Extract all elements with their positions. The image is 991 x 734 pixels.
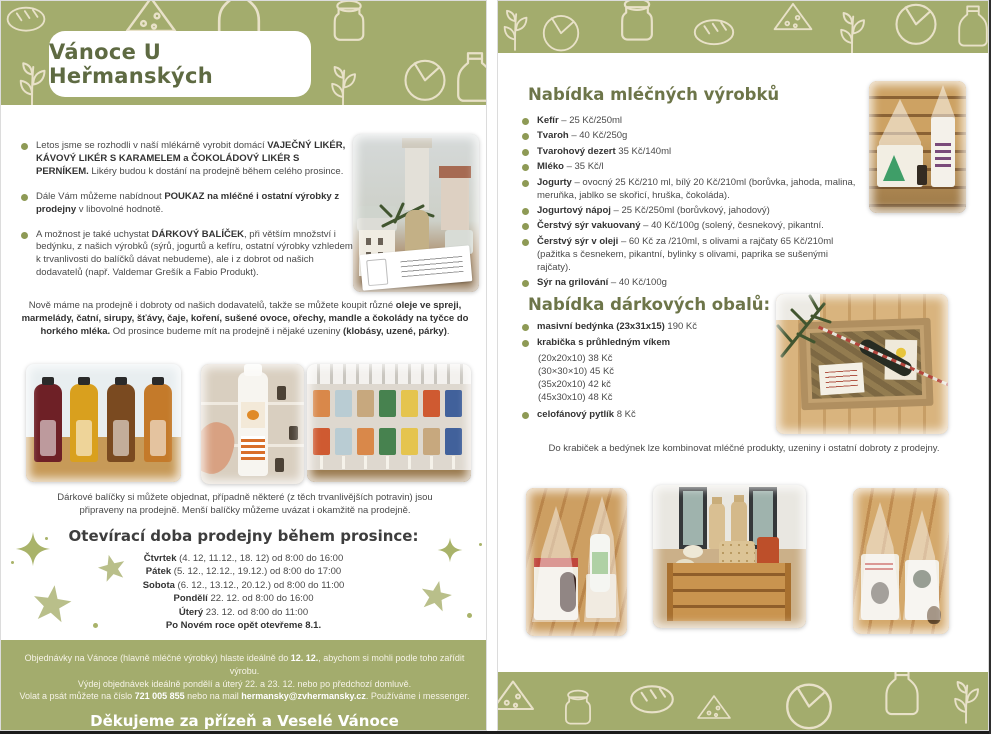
list-item: A možnost je také uchystat DÁRKOVÝ BALÍČEK, při větším množství i bedýnku, z našich výrobků (sýrů, jogurtů a kefíru, ostatní výrobky vzhledem k trvanlivosti do balíčků dávat nebudeme), ale i z dobrot od našich dodavatelů (např. Valdemar Grešík a Fabio Produkt). [21, 229, 353, 281]
shelf-product [275, 458, 284, 472]
spray-label [241, 402, 265, 428]
wooden-crate [667, 563, 791, 621]
chocolate-row [313, 390, 462, 417]
spray-label-band [241, 436, 265, 460]
box-size-option: (45x30x10) 48 Kč [538, 391, 613, 403]
box-size-option: (35x20x10) 42 kč [538, 378, 611, 390]
combine-paragraph: Do krabiček a bedýnek lze kombinovat mléčné produkty, uzeniny i ostatní dobroty z prodejny. [548, 443, 940, 454]
list-item: Čerstvý sýr v oleji – 60 Kč za /210ml, s olivami a rajčaty 65 Kč/210ml (pažitka s česnekem, pikantní, bylinky s olivami, paprika se sušenými rajčaty). [522, 236, 864, 275]
list-item: celofánový pytlík 8 Kč [522, 409, 772, 422]
box-size-options [538, 352, 670, 404]
box-size-option: (30×30×10) 45 Kč [538, 365, 615, 377]
bullet-dot-icon [522, 340, 529, 347]
dot-icon [479, 543, 482, 546]
star-icon [31, 583, 73, 625]
list-item: Mléko – 35 Kč/l [522, 161, 864, 174]
bullet-dot-icon [522, 223, 529, 230]
bullet-dot-icon [21, 143, 28, 150]
list-item: Tvarohový dezert 35 Kč/140ml [522, 146, 864, 159]
bullet-dot-icon [522, 239, 529, 246]
bullet-dot-icon [522, 133, 529, 140]
page-title: Vánoce U Heřmanských [49, 40, 214, 88]
food-illustrations [498, 1, 988, 53]
dot-icon [467, 613, 472, 618]
star-icon [419, 579, 453, 613]
bottom-band [498, 672, 988, 730]
bullet-dot-icon [522, 208, 529, 215]
list-item: Čerstvý sýr vakuovaný – 40 Kč/100g (solený, česnekový, pikantní. [522, 220, 864, 233]
list-item: Tvaroh – 40 Kč/250g [522, 130, 864, 143]
bullet-dot-icon [21, 232, 28, 239]
hours-heading: Otevírací doba prodejny během prosince: [68, 527, 419, 545]
hanging-packets [307, 364, 471, 384]
photo-gift-box [776, 294, 948, 434]
header-band [1, 1, 486, 105]
list-item: Kefír – 25 Kč/250ml [522, 115, 864, 128]
shelf-product [289, 426, 298, 440]
baskets-paragraph: Dárkové balíčky si můžete objednat, případně některé (z těch trvanlivějších potravin) jsou připraveny na prodejně. Menší balíčky můžeme uvázat i okamžitě na prodejně. [57, 492, 433, 516]
bullet-dot-icon [21, 194, 28, 201]
hours-line: Sobota (6. 12., 13.12., 20.12.) od 8:00 do 11:00 [142, 579, 345, 591]
footer-line-orders: Objednávky na Vánoce (hlavně mléčné výrobky) hlaste ideálně do 12. 12., abychom si mohli podle toho zařídit výrobu. [24, 653, 465, 676]
jar-lid [683, 545, 703, 558]
juice-bottle [70, 384, 98, 462]
gift-packaging-list [522, 321, 772, 425]
footer-band [1, 640, 486, 730]
gift-packaging-heading: Nabídka dárkových obalů: [528, 295, 771, 314]
intro-bullet-list [21, 140, 353, 292]
bullet-dot-icon [522, 412, 529, 419]
top-band [498, 1, 988, 53]
christmas-tree-decoration [883, 155, 905, 181]
food-illustrations [498, 672, 988, 730]
bullet-dot-icon [522, 164, 529, 171]
small-product [917, 165, 927, 185]
list-item: Jogurty – ovocný 25 Kč/210 ml, bílý 20 Kč/210ml (borůvka, jahoda, malina, meruňka, jablko se skořicí, hruška, čokoláda). [522, 177, 864, 203]
spray-cap [244, 364, 262, 376]
bullet-dot-icon [522, 280, 529, 287]
star-icon [97, 553, 127, 583]
cellophane-wrap [903, 510, 941, 620]
footer-line-contact: Volat a psát můžete na číslo 721 005 855 nebo na mail hermansky@zvhermansky.cz. Používáme i messenger. [19, 691, 470, 702]
list-item: masivní bedýnka (23x31x15) 190 Kč [522, 321, 772, 334]
flyer-page-left [0, 0, 487, 731]
sparkle-icon [437, 537, 463, 563]
list-item: Sýr na grilování – 40 Kč/100g [522, 277, 864, 290]
bullet-dot-icon [522, 180, 529, 187]
product-label [819, 362, 865, 395]
photo-voucher-gift [353, 134, 479, 292]
dot-icon [93, 623, 98, 628]
juice-bottle [144, 384, 172, 462]
juice-bottle [107, 384, 135, 462]
photo-gift-bags-2 [853, 488, 949, 634]
hours-line: Po Novém roce opět otevřeme 8.1. [165, 620, 322, 632]
chocolate-row [313, 428, 462, 455]
box-size-option: (20x20x10) 38 Kč [538, 352, 613, 364]
photo-gift-bags-1 [526, 488, 627, 636]
photo-spray-oil [201, 364, 304, 484]
hours-line: Čtvrtek (4. 12, 11.12., 18. 12) od 8:00 do 16:00 [143, 553, 344, 564]
bullet-dot-icon [522, 118, 529, 125]
hours-line: Pondělí 22. 12. od 8:00 do 16:00 [173, 593, 314, 605]
photo-wrapped-gifts-shelf [869, 81, 966, 213]
list-item: Letos jsme se rozhodli v naší mlékárně vyrobit domácí VAJEČNÝ LIKÉR, KÁVOVÝ LIKÉR S KARAMELEM a ČOKOLÁDOVÝ LIKÉR S PERNÍKEM. Likéry budou k dostání na prodejně během celého prosince. [21, 140, 353, 179]
shop-door [679, 487, 707, 549]
cellophane-wrap [584, 496, 620, 622]
cellophane-wrap [859, 502, 901, 620]
dairy-product-list [522, 115, 864, 292]
bullet-dot-icon [522, 149, 529, 156]
list-item: krabička s průhledným víkem (20x20x10) 38 Kč (30×30×10) 45 Kč (35x20x10) 42 kč (45x30x10) 48 Kč [522, 337, 772, 406]
shelf-product [277, 386, 286, 400]
dairy-heading: Nabídka mléčných výrobků [528, 85, 780, 104]
bullet-dot-icon [522, 324, 529, 331]
photo-chocolate-sticks [307, 364, 471, 482]
wrapped-bottle [931, 117, 955, 187]
dot-icon [45, 537, 48, 540]
wooden-tray [307, 470, 471, 482]
dot-icon [11, 561, 14, 564]
photo-juice-bottles [26, 364, 181, 482]
list-item: Dále Vám můžeme nabídnout POUKAZ na mléčné i ostatní výrobky z prodejny v libovolné hodnotě. [21, 191, 353, 217]
hours-line: Pátek (5. 12., 12.12., 19.12.) od 8:00 do 17:00 [145, 566, 342, 578]
thanks-message: Děkujeme za přízeň a Veselé Vánoce [90, 712, 399, 730]
suppliers-paragraph: Nově máme na prodejně i dobroty od našich dodavatelů, takže se můžete koupit různé oleje ve spreji, marmelády, čatní, sirupy, šťávy, čaje, koření, sušené ovoce, ořechy, mandle a čokolády na tyčce do horkého mléka. Od prosince budeme mít na prodejně i nějaké uzeniny (klobásy, uzené, párky). [21, 300, 469, 337]
juice-bottle [34, 384, 62, 462]
footer-line-pickup: Výdej objednávek ideálně pondělí a úterý 22. a 23. 12. nebo po předchozí domluvě. [77, 678, 412, 689]
hours-line: Úterý 23. 12. od 8:00 do 11:00 [178, 606, 309, 618]
hand [201, 417, 240, 478]
list-item: Jogurtový nápoj – 25 Kč/250ml (borůvkový, jahodový) [522, 205, 864, 218]
title-card [49, 31, 311, 97]
footer-text [12, 640, 477, 730]
photo-product-crate [653, 485, 806, 628]
flyer-page-right [497, 0, 989, 731]
